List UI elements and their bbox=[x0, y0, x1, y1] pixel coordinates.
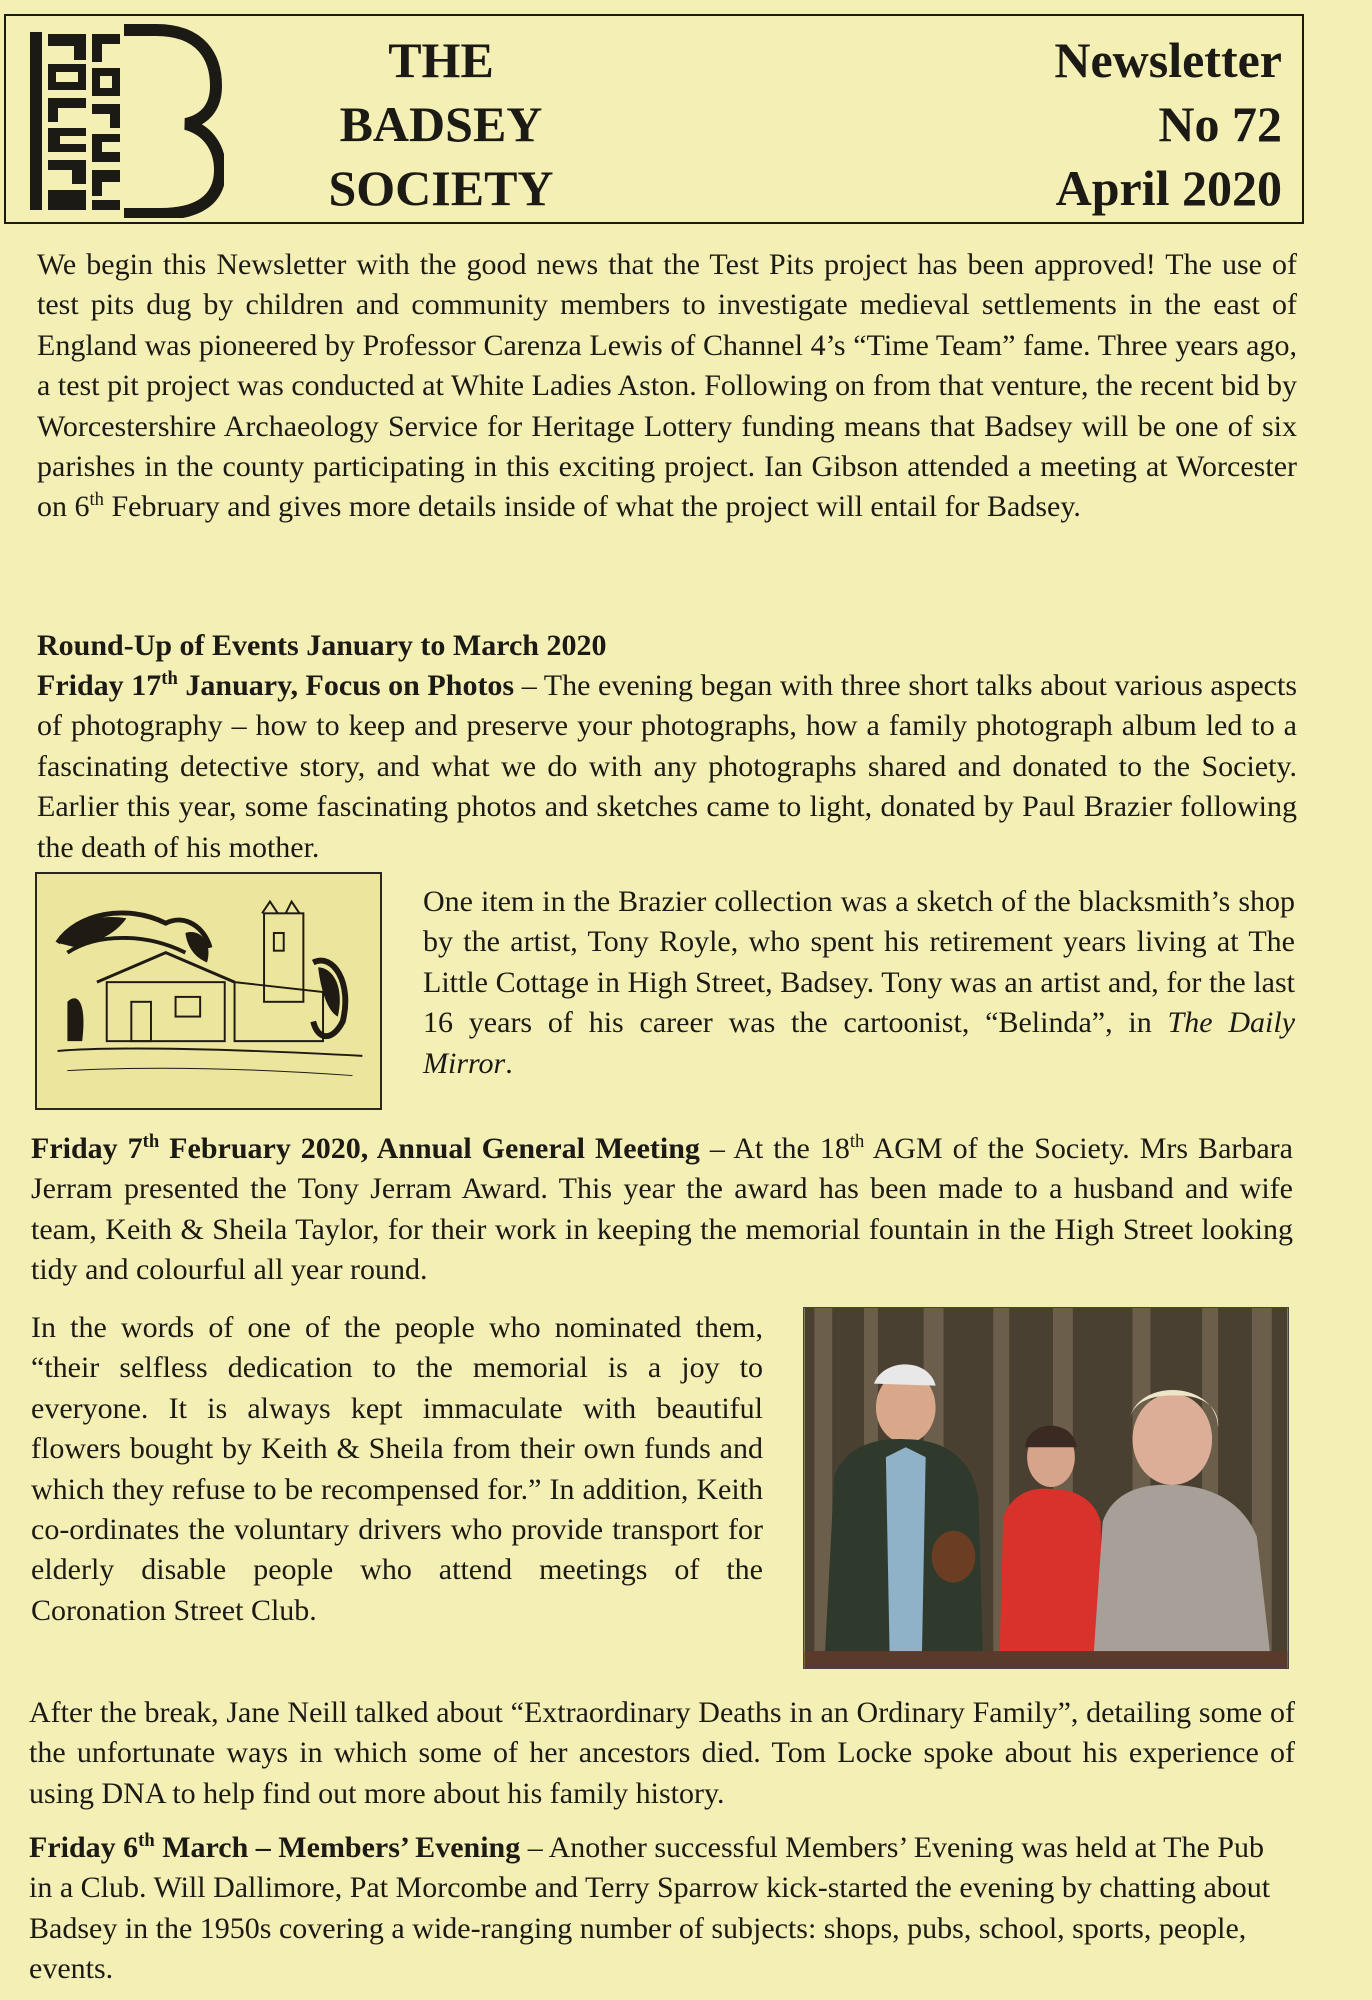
focus-on-photos-paragraph bbox=[37, 666, 1297, 868]
society-name bbox=[291, 28, 591, 220]
blacksmith-shop-sketch bbox=[35, 872, 382, 1110]
event-body: – The evening began with three short talks about various aspects of photography – how to keep and preserve your photographs, how a family photograph album led to a fascinating detective story, and what we do with any photographs shared and donated to the Society. Earlier this year, some fascinating photos and sketches came to light, donated by Paul Brazier following the death of his mother. bbox=[37, 669, 1297, 864]
issue-date: April 2020 bbox=[1055, 160, 1282, 216]
sketch-caption-text: One item in the Brazier collection was a sketch of the blacksmith’s shop by the artist, Tony Royle, who spent his retirement years living at The Little Cottage in High Street, Badsey. Tony was an artist and, for the last 16 years of his career was the cartoonist, “Belinda”, in bbox=[423, 885, 1295, 1040]
event-title-text: Friday 6 bbox=[29, 1831, 139, 1864]
sketch-caption-end: . bbox=[505, 1046, 513, 1080]
intro-paragraph: We begin this Newsletter with the good news that the Test Pits project has been approved! The use of test pits dug by children and community members to investigate medieval settlements in the east of England was pioneered by Professor Carenza Lewis of Channel 4’s “Time Team” fame. Three years ago, a test pit project was conducted at White Ladies Aston. Following on from that venture, the recent bid by Worcestershire Archaeology Service for Heritage Lottery funding means that Badsey will be one of six parishes in the county participating in this exciting project. Ian Gibson attended a meeting at Worcester on 6th February and gives more details inside of what the project will entail for Badsey. bbox=[37, 248, 1297, 524]
ordinal-suffix: th bbox=[89, 489, 104, 511]
ordinal-suffix: th bbox=[161, 668, 178, 689]
society-name-line: BADSEY bbox=[339, 96, 543, 152]
nomination-paragraph: In the words of one of the people who nominated them, “their selfless dedication to the memorial is a joy to everyone. It is always kept immaculate with beautiful flowers bought by Keith & Sheila from their own funds and which they refuse to be recompensed for.” In addition, Keith co-ordinates the voluntary drivers who provide transport for elderly disable people who attend meetings of the Coronation Street Club. bbox=[31, 1311, 763, 1627]
event-title-text: Friday 7 bbox=[31, 1132, 143, 1165]
society-name-line: THE bbox=[388, 32, 494, 88]
ordinal-suffix: th bbox=[142, 1131, 160, 1152]
masthead bbox=[4, 14, 1304, 224]
event-title-text: Friday 17 bbox=[37, 669, 162, 702]
event-title-text: March – Members’ Evening bbox=[154, 1831, 521, 1864]
ordinal-suffix: th bbox=[849, 1131, 865, 1152]
members-evening-paragraph bbox=[29, 1828, 1291, 1990]
after-break-paragraph: After the break, Jane Neill talked about “Extraordinary Deaths in an Ordinary Family”, detailing some of the unfortunate ways in which some of her ancestors died. Tom Locke spoke about his experience of using DNA to help find out more about his family history. bbox=[29, 1696, 1295, 1810]
newsletter-label: Newsletter bbox=[1054, 32, 1282, 88]
roundup-heading: Round-Up of Events January to March 2020 bbox=[37, 629, 607, 662]
event-title-text: February 2020, Annual General Meeting bbox=[159, 1132, 700, 1165]
event-title bbox=[37, 669, 514, 702]
sketch-caption-paragraph bbox=[423, 882, 1295, 1084]
event-body: – Another successful Members’ Evening was held at The Pub in a Club. Will Dallimore, Pat Morcombe and Terry Sparrow kick-started the evening by chatting about Badsey in the 1950s covering a wide-ranging number of subjects: shops, pubs, school, sports, people, events. bbox=[29, 1831, 1271, 1986]
badsey-society-logo bbox=[26, 24, 224, 218]
event-title bbox=[31, 1132, 700, 1165]
issue-number: No 72 bbox=[1158, 96, 1282, 152]
society-name-line: SOCIETY bbox=[328, 160, 554, 216]
event-body: – At the 18 bbox=[699, 1132, 850, 1165]
ordinal-suffix: th bbox=[138, 1830, 155, 1851]
event-title-text: January, Focus on Photos bbox=[177, 669, 515, 702]
publication-title: The Daily Mirror bbox=[423, 1006, 1296, 1080]
agm-paragraph bbox=[31, 1129, 1293, 1291]
issue-info bbox=[922, 28, 1282, 220]
event-title bbox=[29, 1831, 520, 1864]
event-body: AGM of the Society. Mrs Barbara Jerram presented the Tony Jerram Award. This year the award has been made to a husband and wife team, Keith & Sheila Taylor, for their work in keeping the memorial fountain in the High Street looking tidy and colourful all year round. bbox=[31, 1132, 1293, 1287]
award-photo bbox=[803, 1307, 1289, 1669]
